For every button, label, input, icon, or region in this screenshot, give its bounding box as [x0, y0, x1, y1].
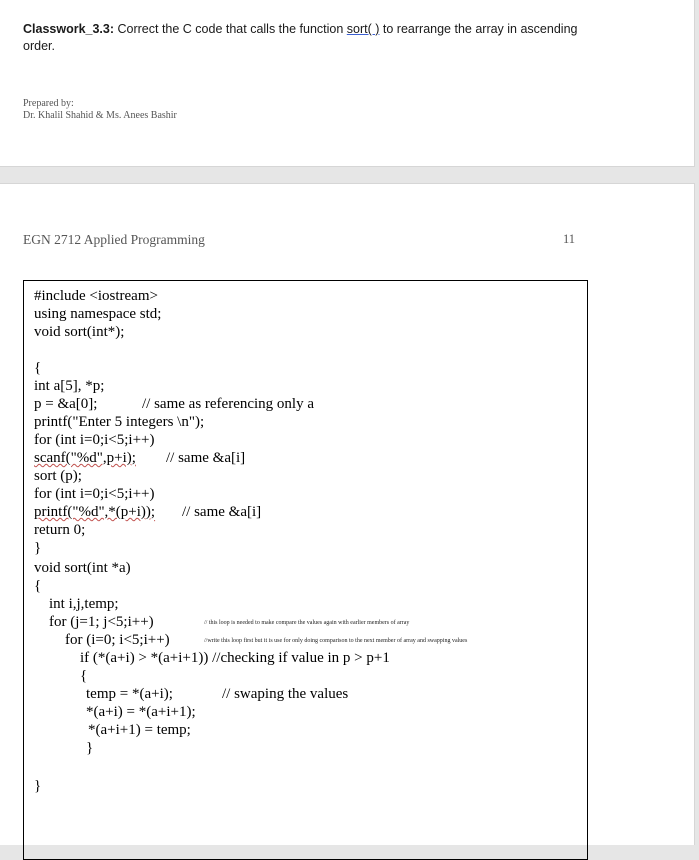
course-header: EGN 2712 Applied Programming: [23, 232, 205, 247]
code-line: *(a+i) = *(a+i+1);: [86, 704, 196, 720]
code-comment: // this loop is needed to make compare the values again with earlier members of array: [204, 620, 410, 626]
code-line: {: [34, 360, 42, 376]
code-line: void sort(int *a): [34, 560, 131, 576]
title-text-a: Correct the C code that calls the function: [114, 22, 347, 36]
code-line: #include <iostream>: [34, 288, 158, 304]
code-comment: // same &a[i]: [182, 504, 262, 520]
code-line: printf("%d",*(p+i));: [34, 504, 156, 520]
code-comment: // same as referencing only a: [142, 396, 315, 412]
code-line: return 0;: [34, 522, 86, 538]
code-line: for (i=0; i<5;i++): [65, 632, 170, 648]
classwork-title: [23, 21, 583, 55]
code-line: int a[5], *p;: [34, 378, 105, 394]
code-line: if (*(a+i) > *(a+i+1)) //checking if value in p > p+1: [80, 650, 390, 666]
code-line: sort (p);: [34, 468, 82, 484]
code-comment: // swaping the values: [222, 686, 349, 702]
code-line: }: [34, 540, 42, 556]
code-line: void sort(int*);: [34, 324, 125, 340]
code-line: printf("Enter 5 integers \n");: [34, 414, 205, 430]
code-line: int i,j,temp;: [49, 596, 119, 612]
prepared-by-block: [23, 98, 177, 122]
code-line: using namespace std;: [34, 306, 162, 322]
code-line: *(a+i+1) = temp;: [88, 722, 191, 738]
code-line: for (int i=0;i<5;i++): [34, 432, 155, 448]
code-line: scanf("%d",p+i);: [34, 450, 136, 466]
code-line: {: [80, 668, 88, 684]
code-line: for (j=1; j<5;i++): [49, 614, 154, 630]
prepared-names: Dr. Khalil Shahid & Ms. Anees Bashir: [23, 110, 177, 121]
code-line: temp = *(a+i);: [86, 686, 173, 702]
code-line: {: [34, 578, 42, 594]
code-comment: // same &a[i]: [166, 450, 246, 466]
prepared-label: Prepared by:: [23, 98, 74, 109]
page-number: 11: [563, 232, 576, 246]
classwork-label: Classwork_3.3:: [23, 22, 115, 36]
code-line: p = &a[0];: [34, 396, 98, 412]
code-line: }: [34, 778, 42, 794]
document-page-2: [0, 183, 695, 845]
code-line: for (int i=0;i<5;i++): [34, 486, 155, 502]
document-page-1: [0, 0, 695, 167]
title-text-b: to rearrange the array in ascending order.: [23, 22, 578, 53]
code-line: }: [86, 740, 94, 756]
code-box: [23, 280, 588, 860]
function-name: sort( ): [346, 22, 380, 36]
code-comment: //write this loop first but it is use for only doing comparison to the next member of array and swapping values: [204, 638, 468, 644]
